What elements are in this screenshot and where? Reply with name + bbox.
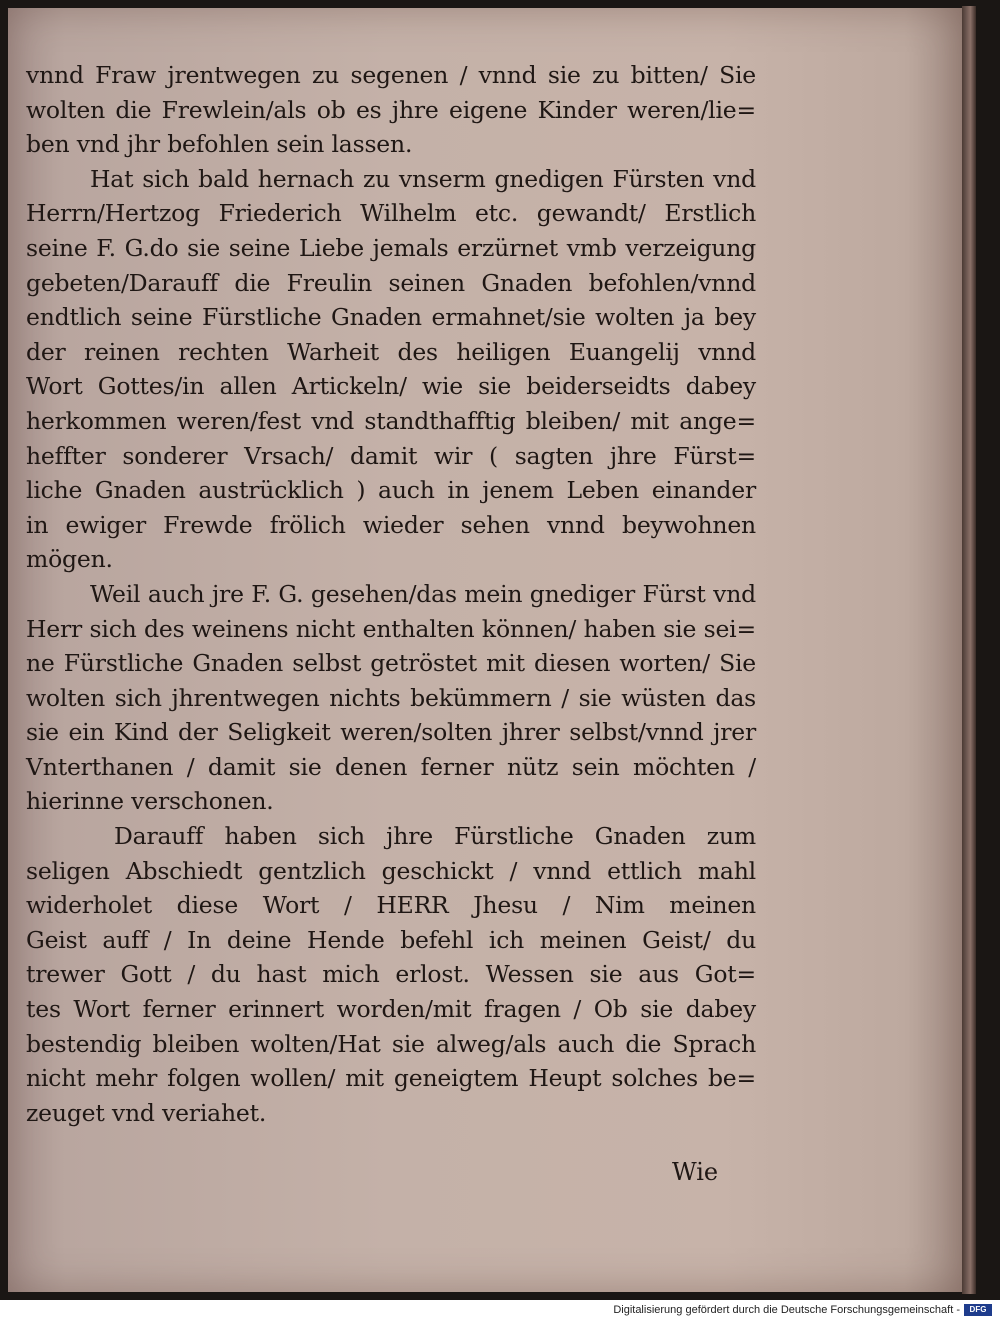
text-line: nicht mehr folgen wollen/ mit geneigtem Heupt solches be= — [26, 1064, 756, 1093]
footer — [0, 1300, 1000, 1320]
text-line: ben vnd jhr befohlen sein lassen. — [26, 130, 413, 159]
paragraph-first-line: Hat sich bald hernach zu vnserm gnedigen Fürsten vnd — [90, 164, 756, 193]
text-line: bestendig bleiben wolten/Hat sie alweg/als auch die Sprach — [26, 1029, 756, 1058]
text-line: Herrn/Hertzog Friederich Wilhelm etc. gewandt/ Erstlich — [26, 199, 756, 228]
page-edge — [962, 6, 976, 1294]
text-line: liche Gnaden austrücklich ) auch in jenem Leben einander — [26, 476, 756, 505]
text-line: seine F. G.do sie seine Liebe jemals erzürnet vmb verzeigung — [26, 233, 756, 262]
text-line: hierinne verschonen. — [26, 787, 274, 816]
paragraph-first-line: Darauff haben sich jhre Fürstliche Gnaden zum — [114, 822, 756, 851]
text-line: mögen. — [26, 545, 113, 574]
text-line: der reinen rechten Warheit des heiligen Euangelij vnnd — [26, 337, 756, 366]
catchword: Wie — [672, 1158, 719, 1186]
dfg-logo: DFG — [964, 1304, 992, 1316]
paragraph-first-line: Weil auch jre F. G. gesehen/das mein gnediger Fürst vnd — [90, 579, 756, 608]
text-line: sie ein Kind der Seligkeit weren/solten jhrer selbst/vnnd jrer — [26, 718, 756, 747]
text-line: trewer Gott / du hast mich erlost. Wessen sie aus Got= — [26, 960, 756, 989]
text-line: tes Wort ferner erinnert worden/mit fragen / Ob sie dabey — [26, 995, 756, 1024]
text-line: herkommen weren/fest vnd standthafftig bleiben/ mit ange= — [26, 406, 756, 435]
text-line: Vnterthanen / damit sie denen ferner nütz sein möchten / — [26, 752, 756, 781]
text-line: Geist auff / In deine Hende befehl ich meinen Geist/ du — [26, 925, 756, 954]
text-line: vnnd Fraw jrentwegen zu segenen / vnnd sie zu bitten/ Sie — [26, 61, 756, 89]
text-line: in ewiger Frewde frölich wieder sehen vnnd beywohnen — [26, 510, 756, 539]
text-line: Herr sich des weinens nicht enthalten können/ haben sie sei= — [26, 614, 756, 643]
text-line: wolten die Frewlein/als ob es jhre eigene Kinder weren/lie= — [26, 95, 756, 124]
text-line: wolten sich jhrentwegen nichts bekümmern / sie wüsten das — [26, 683, 756, 712]
text-line: zeuget vnd veriahet. — [26, 1098, 267, 1127]
text-line: Wort Gottes/in allen Artickeln/ wie sie beiderseidts dabey — [26, 372, 756, 401]
text-line: seligen Abschiedt gentzlich geschickt / vnnd ettlich mahl — [26, 856, 756, 885]
text-line: widerholet diese Wort / HERR Jhesu / Nim meinen — [26, 891, 756, 920]
text-line: endtlich seine Fürstliche Gnaden ermahnet/sie wolten ja bey — [26, 303, 756, 332]
body-text — [26, 58, 756, 1130]
text-line: hеffter sonderer Vrsach/ damit wir ( sagten jhre Fürst= — [26, 441, 756, 470]
text-line: gebeten/Darauff die Freulin seinen Gnaden befohlen/vnnd — [26, 268, 756, 297]
funding-credit: Digitalisierung gefördert durch die Deutsche Forschungsgemeinschaft - — [613, 1304, 960, 1316]
text-line: ne Fürstliche Gnaden selbst getröstet mit diesen worten/ Sie — [26, 649, 756, 678]
